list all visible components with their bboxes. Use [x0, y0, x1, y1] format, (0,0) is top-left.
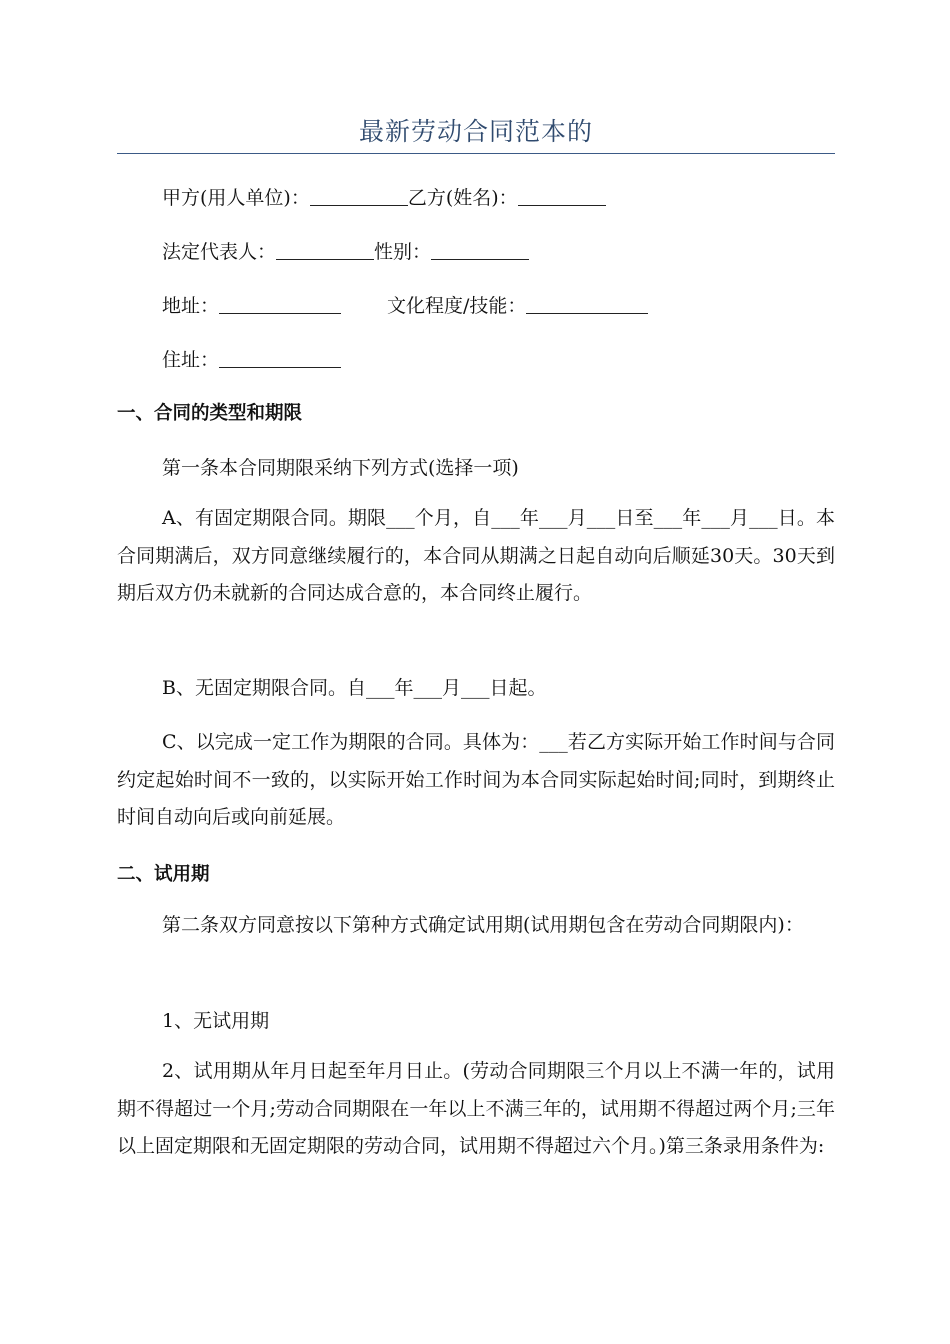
article-1-intro: 第一条本合同期限采纳下列方式(选择一项) — [162, 457, 519, 479]
legal-rep-line — [162, 237, 835, 264]
address-blank[interactable] — [219, 293, 341, 314]
section-heading-1: 一、合同的类型和期限 — [117, 403, 303, 424]
party-line — [162, 183, 835, 210]
item-1: 1、无试用期 — [162, 1010, 270, 1032]
residence-label: 住址： — [162, 349, 220, 371]
gender-blank[interactable] — [431, 239, 529, 260]
legal-rep-blank[interactable] — [276, 239, 374, 260]
address-line — [162, 291, 835, 318]
title-underline — [117, 153, 835, 154]
education-label: 文化程度/技能： — [387, 295, 527, 317]
option-a-paragraph: A、有固定期限合同。期限___个月，自___年___月___日至___年___月___日。本合同期满后，双方同意继续履行的，本合同从期满之日起自动向后顺延30天。30天到期后双方仍未就新的合同达成合意的，本合同终止履行。 — [117, 507, 835, 604]
item-2-paragraph: 2、试用期从年月日起至年月日止。(劳动合同期限三个月以上不满一年的，试用期不得超过一个月;劳动合同期限在一年以上不满三年的，试用期不得超过两个月;三年以上固定期限和无固定期限的劳动合同，试用期不得超过六个月。)第三条录用条件为: — [117, 1060, 835, 1157]
party-b-blank[interactable] — [518, 185, 606, 206]
residence-line — [162, 345, 835, 372]
option-c-paragraph: C、以完成一定工作为期限的合同。具体为：___若乙方实际开始工作时间与合同约定起始时间不一致的，以实际开始工作时间为本合同实际起始时间;同时，到期终止时间自动向后或向前延展。 — [117, 731, 835, 828]
gender-label: 性别： — [374, 241, 432, 263]
section-heading-2: 二、试用期 — [117, 864, 210, 885]
article-2-intro: 第二条双方同意按以下第种方式确定试用期(试用期包含在劳动合同期限内)： — [162, 914, 804, 936]
legal-rep-label: 法定代表人： — [162, 241, 277, 263]
document-title: 最新劳动合同范本的 — [358, 117, 593, 146]
option-b-paragraph: B、无固定期限合同。自___年___月___日起。 — [162, 677, 547, 699]
party-b-label: 乙方(姓名)： — [407, 187, 518, 209]
party-a-blank[interactable] — [310, 185, 408, 206]
residence-blank[interactable] — [219, 347, 341, 368]
party-a-label: 甲方(用人单位)： — [162, 187, 310, 209]
address-label: 地址： — [162, 295, 220, 317]
education-blank[interactable] — [526, 293, 648, 314]
